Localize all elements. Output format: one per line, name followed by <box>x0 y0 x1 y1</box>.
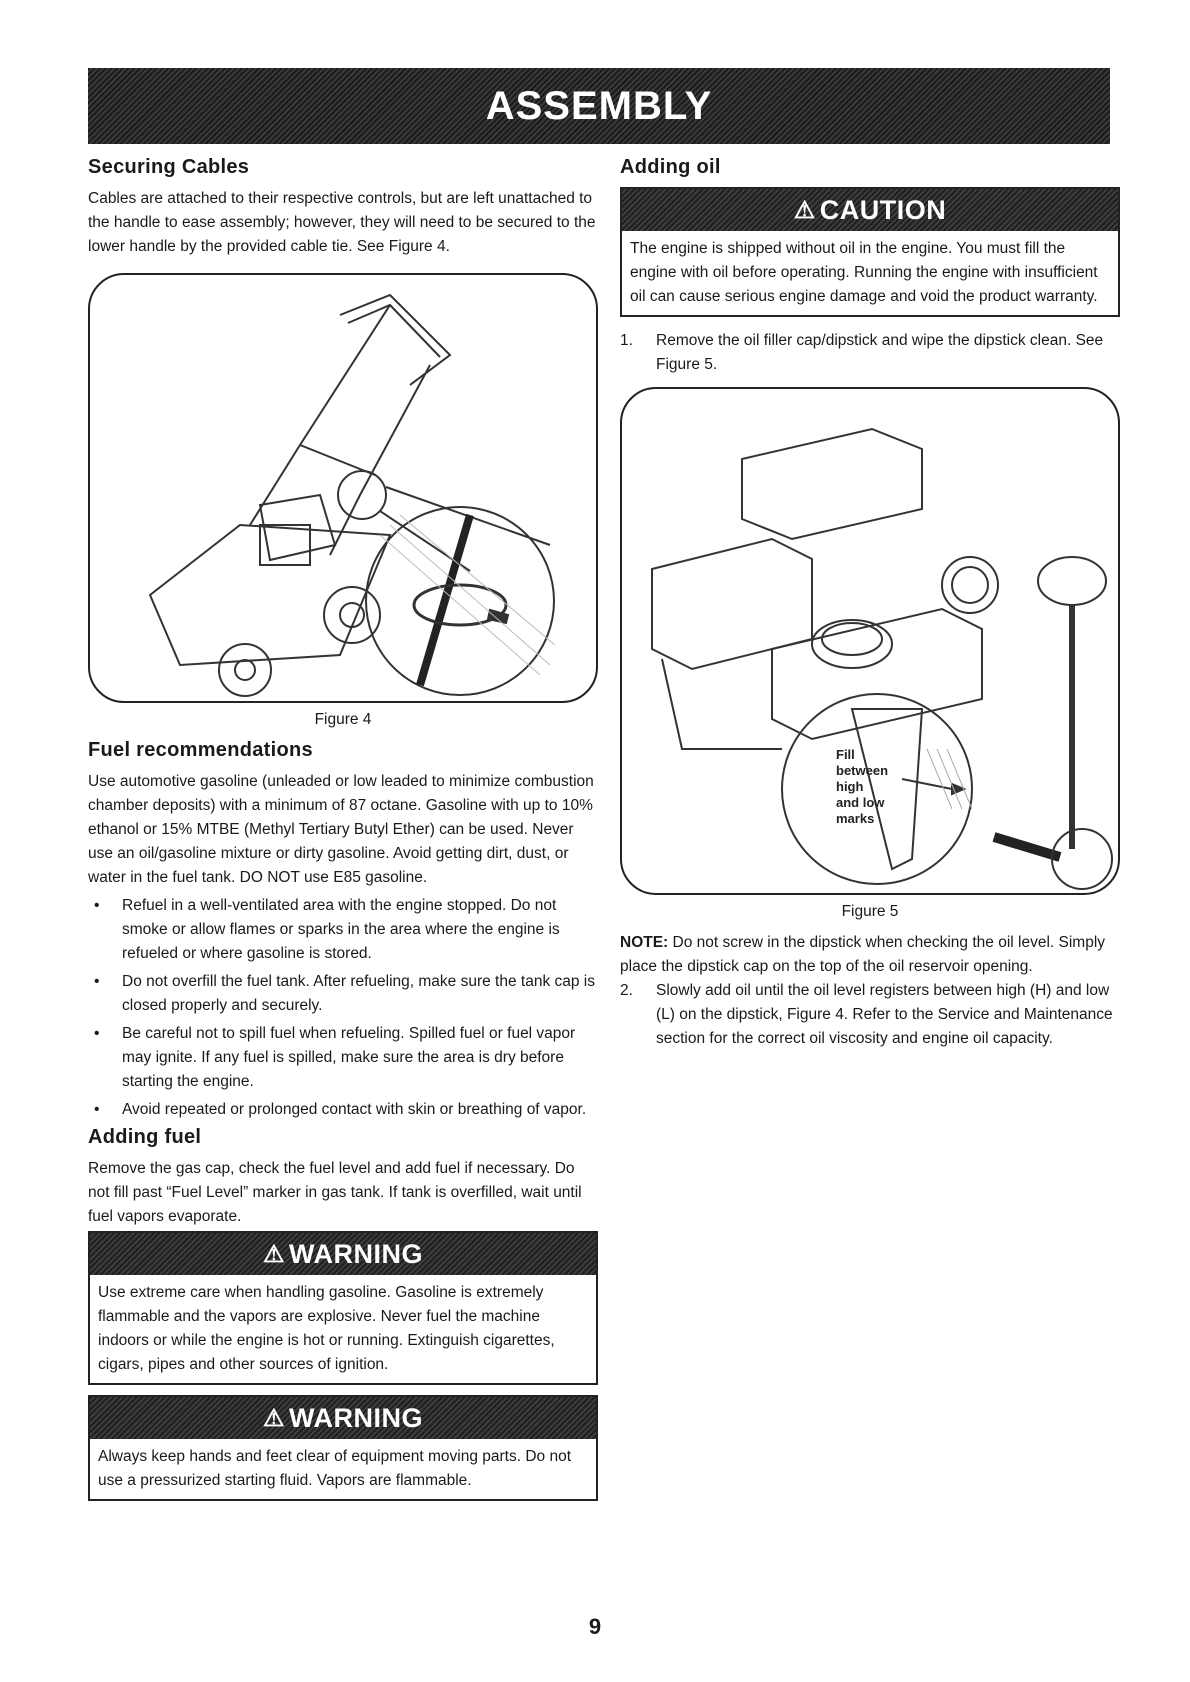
fill-label-line5: marks <box>836 811 875 826</box>
securing-cables-heading: Securing Cables <box>88 156 250 178</box>
oil-caution-title: CAUTION <box>819 194 947 225</box>
list-item: • Avoid repeated or prolonged contact with skin or breathing of vapor. <box>88 1098 598 1122</box>
list-item: • Do not overfill the fuel tank. After refueling, make sure the tank cap is closed properly and securely. <box>88 970 598 1018</box>
adding-fuel-text: Remove the gas cap, check the fuel level and add fuel if necessary. Do not fill past “Fuel Level” marker in gas tank. If tank is overfilled, wait until fuel vapors evaporate. <box>88 1160 582 1225</box>
note-text: Do not screw in the dipstick when checking the oil level. Simply place the dipstick cap on the top of the oil reservoir opening. <box>620 934 1106 975</box>
adding-fuel-heading: Adding fuel <box>88 1126 202 1148</box>
figure-4-caption: Figure 4 <box>314 711 372 728</box>
moving-parts-warning-text: Always keep hands and feet clear of equipment moving parts. Do not use a pressurized starting fluid. Vapors are flammable. <box>98 1448 572 1489</box>
section-banner <box>88 68 1110 144</box>
step-number: 1. <box>620 332 633 349</box>
warning-triangle-icon: ⚠ <box>262 1404 285 1432</box>
adding-oil-heading: Adding oil <box>620 156 721 178</box>
fuel-warning-text: Use extreme care when handling gasoline. Gasoline is extremely flammable and the vapors are explosive. Never fuel the machine indoors or while the engine is hot or running. Extinguish cigarettes, cigars, pipes and other sources of ignition. <box>98 1284 555 1373</box>
page-number: 9 <box>588 1614 602 1639</box>
oil-caution-box <box>620 187 1120 317</box>
list-item: • Be careful not to spill fuel when refueling. Spilled fuel or fuel vapor may ignite. If any fuel is spilled, make sure the area is dry before starting the engine. <box>88 1022 598 1094</box>
left-column <box>88 156 598 1501</box>
mower-illustration <box>90 275 596 701</box>
list-item: • Refuel in a well-ventilated area with the engine stopped. Do not smoke or allow flames or sparks in the area where the engine is refueled or where gasoline is stored. <box>88 894 598 966</box>
oil-caution-header <box>622 189 1118 231</box>
oil-caution-text: The engine is shipped without oil in the engine. You must fill the engine with oil before operating. Running the engine with insufficient oil can cause serious engine damage and void the product warranty. <box>630 240 1098 305</box>
step-text: Remove the oil filler cap/dipstick and wipe the dipstick clean. See Figure 5. <box>656 332 1104 373</box>
moving-parts-warning-box <box>88 1395 598 1501</box>
engine-illustration <box>622 389 1118 893</box>
fuel-warning-box <box>88 1231 598 1385</box>
fill-label-line3: high <box>836 779 864 794</box>
figure-5 <box>620 387 1120 895</box>
fuel-recommendations-heading: Fuel recommendations <box>88 739 313 761</box>
securing-cables-text: Cables are attached to their respective controls, but are left unattached to the handle to ease assembly; however, they will need to be secured to the lower handle by the provided cable tie. See Figure 4. <box>88 190 596 255</box>
moving-parts-warning-title: WARNING <box>289 1402 423 1433</box>
right-column <box>620 156 1120 1051</box>
section-title: ASSEMBLY <box>485 83 713 128</box>
fill-label-line4: and low <box>836 795 885 810</box>
step-text: Slowly add oil until the oil level registers between high (H) and low (L) on the dipstick, Figure 4. Refer to the Service and Maintenance section for the correct oil viscosity and engine oil capacity. <box>656 982 1113 1047</box>
fuel-recommendations-text: Use automotive gasoline (unleaded or low leaded to minimize combustion chamber deposits) with a minimum of 87 octane. Gasoline with up to 10% ethanol or 15% MTBE (Methyl Tertiary Butyl Ether) can be used. Never use an oil/gasoline mixture or dirty gasoline. Avoid getting dirt, dust, or water in the fuel tank. DO NOT use E85 gasoline. <box>88 773 594 886</box>
oil-steps-part2 <box>620 979 1120 1051</box>
warning-triangle-icon: ⚠ <box>262 1240 285 1268</box>
moving-parts-warning-header <box>90 1397 596 1439</box>
fuel-warning-header <box>90 1233 596 1275</box>
fuel-warning-title: WARNING <box>289 1238 423 1269</box>
list-item <box>620 329 1120 377</box>
fill-label-line2: between <box>836 763 889 778</box>
fill-label-line1: Fill <box>836 747 855 762</box>
figure-5-caption: Figure 5 <box>841 903 899 920</box>
oil-note <box>620 931 1120 979</box>
step-number: 2. <box>620 982 633 999</box>
warning-triangle-icon: ⚠ <box>793 196 816 224</box>
figure-4 <box>88 273 598 703</box>
note-label: NOTE: <box>620 934 669 951</box>
oil-steps-part1 <box>620 329 1120 377</box>
fuel-safety-list <box>88 894 598 1122</box>
list-item <box>620 979 1120 1051</box>
